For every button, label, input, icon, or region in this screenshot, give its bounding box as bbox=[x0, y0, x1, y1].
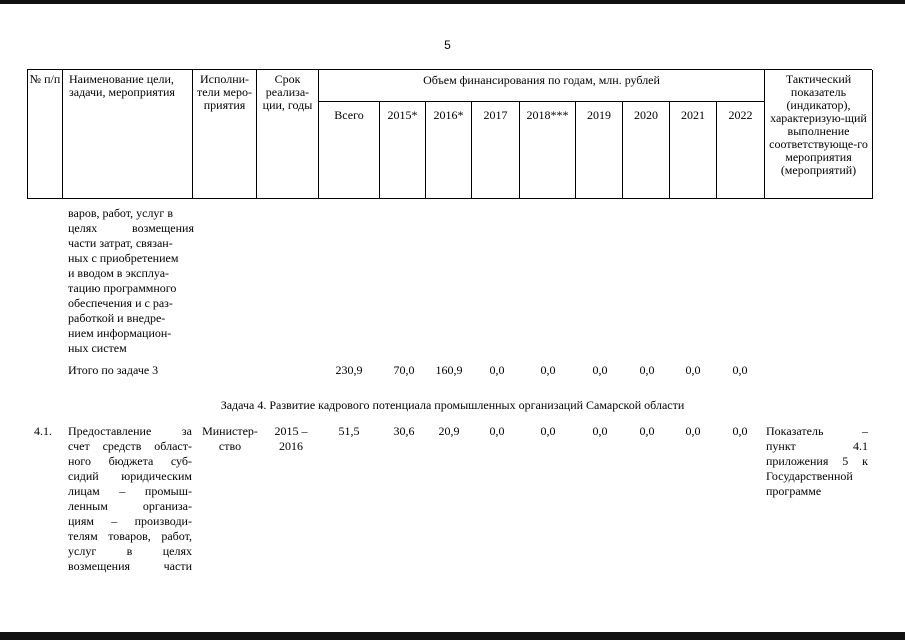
header-year-2018: 2018*** bbox=[520, 102, 576, 199]
task4-title: Задача 4. Развитие кадрового потенциала промышленных организаций Самарской области bbox=[220, 398, 685, 412]
indicator-line: программе bbox=[766, 484, 822, 498]
term-line: 2016 bbox=[279, 439, 303, 453]
name-line: ленным организа- bbox=[68, 499, 192, 513]
total-value-7: 0,0 bbox=[685, 363, 701, 377]
row-executor bbox=[197, 424, 263, 454]
name-line: услуг в целях bbox=[68, 544, 192, 558]
header-col-name: Наименование цели, задачи, мероприятия bbox=[63, 70, 193, 199]
continuation-line: целях возмещения bbox=[68, 221, 194, 235]
name-line: лицам – промыш- bbox=[68, 484, 192, 498]
top-scan-border bbox=[0, 0, 905, 4]
continuation-line: тацию программного bbox=[68, 281, 177, 295]
header-col-number: № п/п bbox=[28, 70, 63, 199]
name-line: циям – производи- bbox=[68, 514, 192, 528]
header-col-financing: Объем финансирования по годам, млн. рублей bbox=[319, 70, 765, 102]
header-col-term: Срок реализа-ции, годы bbox=[257, 70, 319, 199]
row-indicator bbox=[766, 424, 868, 499]
executor-line: Министер- bbox=[202, 424, 258, 438]
row41-value-8: 0,0 bbox=[732, 424, 748, 438]
continuation-line: и вводом в эксплуа- bbox=[68, 266, 170, 280]
page-number: 5 bbox=[444, 38, 451, 52]
name-line: возмещения части bbox=[68, 559, 192, 573]
header-year-2020: 2020 bbox=[623, 102, 670, 199]
total-value-4: 0,0 bbox=[540, 363, 556, 377]
table-header bbox=[27, 69, 872, 199]
indicator-line: Показатель – bbox=[766, 424, 868, 438]
indicator-line: пункт 4.1 bbox=[766, 439, 868, 453]
header-col-executors: Исполни-тели меро-приятия bbox=[193, 70, 257, 199]
header-year-2019: 2019 bbox=[576, 102, 623, 199]
row41-value-1: 30,6 bbox=[393, 424, 415, 438]
continuation-line: работкой и внедре- bbox=[68, 311, 166, 325]
name-line: Предоставление за bbox=[68, 424, 192, 438]
row41-value-7: 0,0 bbox=[685, 424, 701, 438]
total-value-3: 0,0 bbox=[489, 363, 505, 377]
continuation-line: ных с приобретением bbox=[68, 251, 179, 265]
indicator-line: Государственной bbox=[766, 469, 853, 483]
total-value-5: 0,0 bbox=[592, 363, 608, 377]
header-col-total: Всего bbox=[319, 102, 380, 199]
row41-value-0: 51,5 bbox=[338, 424, 360, 438]
header-col-indicator: Тактический показатель (индикатор), характеризую-щий выполнение соответствующе-го мероприятия (мероприятий) bbox=[765, 70, 873, 199]
header-year-2017: 2017 bbox=[472, 102, 520, 199]
bottom-scan-border bbox=[0, 632, 905, 640]
continuation-text bbox=[68, 206, 194, 356]
header-year-2022: 2022 bbox=[717, 102, 765, 199]
total-task3-label: Итого по задаче 3 bbox=[68, 363, 159, 377]
header-year-2021: 2021 bbox=[670, 102, 717, 199]
continuation-line: нием информацион- bbox=[68, 326, 172, 340]
total-value-8: 0,0 bbox=[732, 363, 748, 377]
term-line: 2015 – bbox=[274, 424, 308, 438]
continuation-line: обеспечения и с раз- bbox=[68, 296, 173, 310]
indicator-line: приложения 5 к bbox=[766, 454, 868, 468]
total-value-2: 160,9 bbox=[435, 363, 463, 377]
total-value-1: 70,0 bbox=[393, 363, 415, 377]
row-term bbox=[261, 424, 321, 454]
name-line: счет средств област- bbox=[68, 439, 192, 453]
executor-line: ство bbox=[218, 439, 242, 453]
continuation-line: варов, работ, услуг в bbox=[68, 206, 174, 220]
continuation-line: части затрат, связан- bbox=[68, 236, 173, 250]
row41-value-3: 0,0 bbox=[489, 424, 505, 438]
row41-value-6: 0,0 bbox=[639, 424, 655, 438]
row41-value-2: 20,9 bbox=[438, 424, 460, 438]
row41-value-4: 0,0 bbox=[540, 424, 556, 438]
row-name bbox=[68, 424, 192, 574]
name-line: телям товаров, работ, bbox=[68, 529, 192, 543]
row41-value-5: 0,0 bbox=[592, 424, 608, 438]
continuation-line: ных систем bbox=[68, 341, 127, 355]
name-line: ного бюджета суб- bbox=[68, 454, 192, 468]
header-year-2016: 2016* bbox=[426, 102, 472, 199]
row-number: 4.1. bbox=[34, 424, 52, 438]
header-year-2015: 2015* bbox=[380, 102, 426, 199]
total-value-6: 0,0 bbox=[639, 363, 655, 377]
name-line: сидий юридическим bbox=[68, 469, 192, 483]
total-value-0: 230,9 bbox=[335, 363, 363, 377]
